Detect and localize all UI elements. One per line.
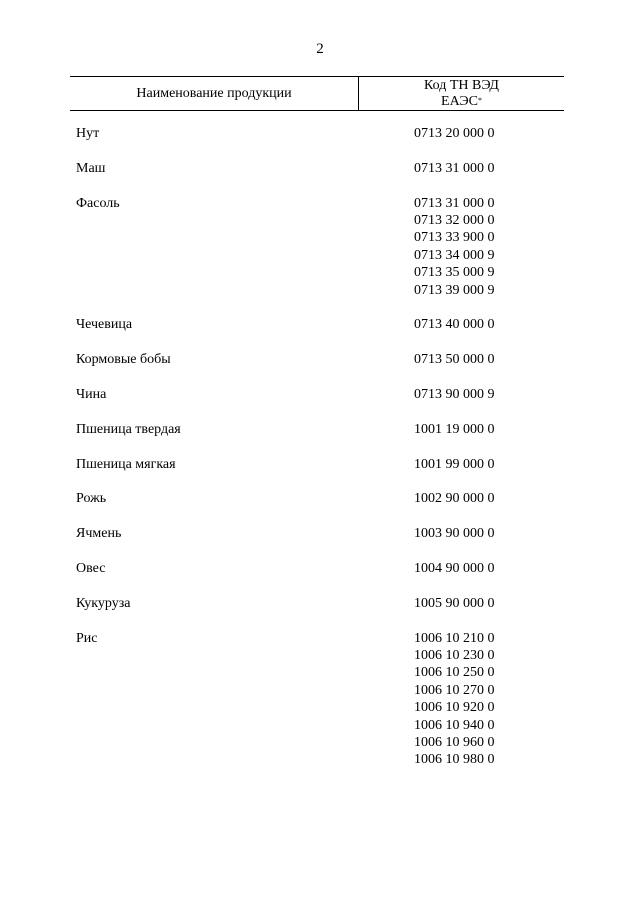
product-name: Кукуруза bbox=[76, 595, 131, 611]
tn-ved-code: 1006 10 980 0 bbox=[414, 752, 495, 768]
tn-ved-code: 1006 10 210 0 bbox=[414, 630, 495, 646]
product-codes bbox=[414, 560, 495, 577]
product-codes bbox=[414, 125, 495, 142]
product-name-column-header: Наименование продукции bbox=[136, 86, 292, 101]
product-name: Рожь bbox=[76, 491, 107, 507]
table-row bbox=[76, 195, 564, 299]
tn-ved-code: 1001 19 000 0 bbox=[414, 421, 495, 437]
table-row bbox=[76, 560, 564, 577]
product-codes bbox=[414, 351, 495, 368]
tn-ved-code: 1001 99 000 0 bbox=[414, 456, 495, 472]
code-header-line2 bbox=[359, 94, 564, 110]
table-row bbox=[76, 386, 564, 403]
table-row bbox=[76, 525, 564, 542]
tn-ved-code: 0713 50 000 0 bbox=[414, 352, 495, 368]
product-name: Маш bbox=[76, 160, 106, 176]
tn-ved-code: 1002 90 000 0 bbox=[414, 491, 495, 507]
footnote-mark: * bbox=[477, 96, 482, 105]
tn-ved-code: 0713 32 000 0 bbox=[414, 213, 495, 228]
tn-ved-code: 0713 20 000 0 bbox=[414, 126, 495, 141]
table-row bbox=[76, 456, 564, 473]
product-name: Кормовые бобы bbox=[76, 352, 171, 368]
product-codes bbox=[414, 316, 495, 333]
product-name: Чечевица bbox=[76, 317, 133, 333]
product-name: Пшеница мягкая bbox=[76, 456, 176, 472]
tn-ved-code: 1006 10 920 0 bbox=[414, 700, 495, 716]
table-row bbox=[76, 630, 564, 769]
table-row bbox=[76, 490, 564, 507]
tn-ved-code: 1006 10 940 0 bbox=[414, 717, 495, 733]
tn-ved-code: 1004 90 000 0 bbox=[414, 561, 495, 576]
tn-ved-code: 0713 31 000 0 bbox=[414, 195, 495, 211]
product-name: Овес bbox=[76, 561, 106, 576]
code-header-line1: Код ТН ВЭД bbox=[424, 78, 499, 93]
tn-ved-code: 1006 10 250 0 bbox=[414, 665, 495, 681]
tn-ved-code: 0713 35 000 9 bbox=[414, 265, 495, 281]
tn-ved-code: 0713 90 000 9 bbox=[414, 387, 495, 403]
tn-ved-code: 0713 39 000 9 bbox=[414, 282, 495, 298]
table-header bbox=[70, 76, 564, 111]
product-codes bbox=[414, 195, 495, 299]
product-codes bbox=[414, 386, 495, 403]
product-name: Пшеница твердая bbox=[76, 421, 181, 437]
tn-ved-code: 0713 34 000 9 bbox=[414, 247, 495, 263]
page-number: 2 bbox=[316, 41, 324, 57]
tn-ved-code: 0713 31 000 0 bbox=[414, 160, 495, 176]
product-name: Чина bbox=[76, 387, 107, 403]
table-row bbox=[76, 595, 564, 612]
code-header-eaeu: ЕАЭС bbox=[441, 94, 478, 109]
code-column-header bbox=[359, 78, 564, 110]
table-row bbox=[76, 351, 564, 368]
table-row bbox=[76, 160, 564, 177]
product-codes bbox=[414, 525, 495, 542]
product-codes bbox=[414, 160, 495, 177]
tn-ved-code: 1006 10 230 0 bbox=[414, 648, 495, 663]
product-codes bbox=[414, 630, 495, 769]
product-name: Ячмень bbox=[76, 526, 122, 542]
tn-ved-code: 1006 10 960 0 bbox=[414, 735, 495, 751]
product-codes bbox=[414, 490, 495, 507]
product-list bbox=[76, 125, 564, 786]
tn-ved-code: 0713 40 000 0 bbox=[414, 317, 495, 333]
table-row bbox=[76, 421, 564, 438]
tn-ved-code: 1003 90 000 0 bbox=[414, 526, 495, 542]
product-codes bbox=[414, 421, 495, 438]
tn-ved-code: 1006 10 270 0 bbox=[414, 682, 495, 698]
tn-ved-code: 1005 90 000 0 bbox=[414, 595, 495, 611]
table-row bbox=[76, 316, 564, 333]
product-codes bbox=[414, 595, 495, 612]
product-name: Нут bbox=[76, 126, 100, 141]
tn-ved-code: 0713 33 900 0 bbox=[414, 230, 495, 246]
product-name: Фасоль bbox=[76, 195, 120, 211]
product-name: Рис bbox=[76, 630, 98, 646]
product-codes bbox=[414, 456, 495, 473]
table-row bbox=[76, 125, 564, 142]
